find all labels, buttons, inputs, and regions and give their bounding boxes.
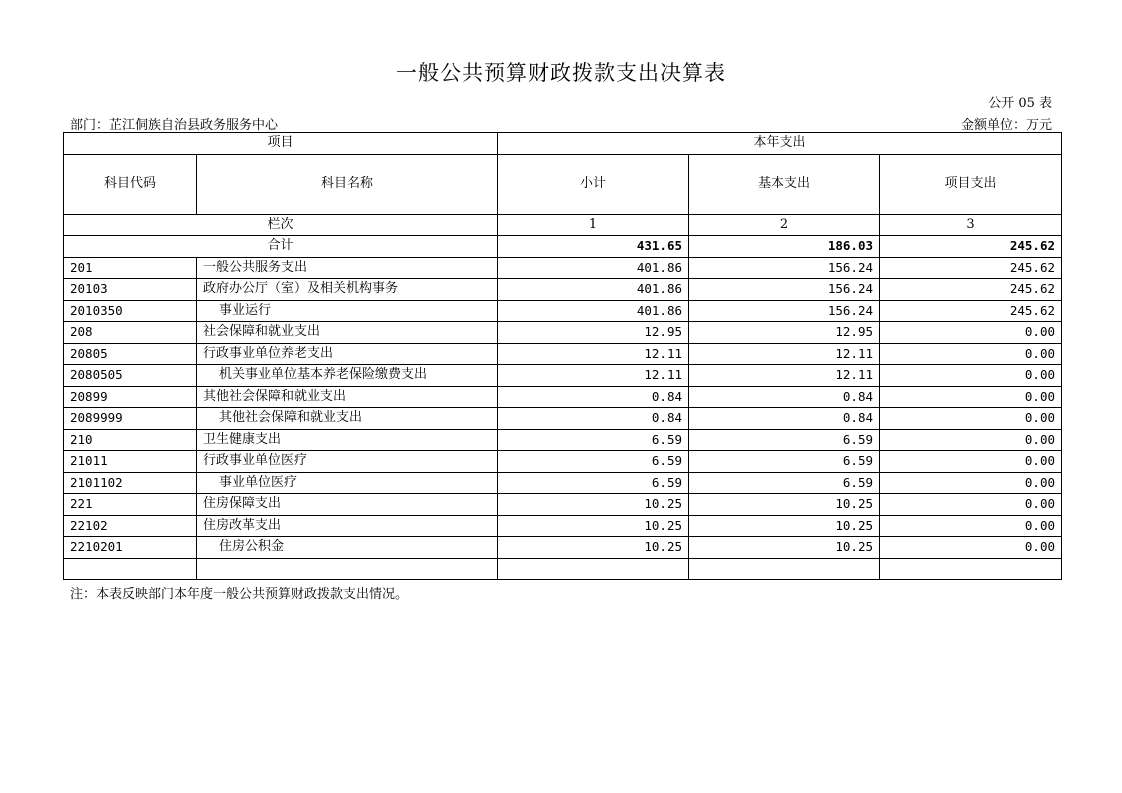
- column-index-1: 1: [498, 214, 689, 236]
- table-row: [64, 494, 1062, 516]
- row-project: 0.00: [880, 494, 1062, 516]
- row-subtotal: 12.11: [498, 365, 689, 387]
- row-subtotal: 6.59: [498, 429, 689, 451]
- row-project: 245.62: [880, 279, 1062, 301]
- header-subject-code: 科目代码: [64, 154, 197, 214]
- row-code: 221: [64, 494, 197, 516]
- page-title: 一般公共预算财政拨款支出决算表: [396, 61, 726, 85]
- table-row: [64, 386, 1062, 408]
- expenditure-table: [63, 132, 1062, 580]
- table-row: [64, 451, 1062, 473]
- row-subtotal: 10.25: [498, 515, 689, 537]
- row-subtotal: 12.95: [498, 322, 689, 344]
- row-name: 行政事业单位养老支出: [197, 343, 498, 365]
- header-project-expenditure: 项目支出: [880, 154, 1062, 214]
- row-basic: 0.84: [689, 408, 880, 430]
- header-current-year: 本年支出: [498, 133, 1062, 155]
- row-name: 一般公共服务支出: [197, 257, 498, 279]
- table-row: [64, 472, 1062, 494]
- row-basic: 156.24: [689, 257, 880, 279]
- row-project: 0.00: [880, 451, 1062, 473]
- total-label: 合计: [64, 236, 498, 258]
- row-subtotal: 6.59: [498, 451, 689, 473]
- row-project: 0.00: [880, 537, 1062, 559]
- row-basic: 6.59: [689, 451, 880, 473]
- table-row: [64, 408, 1062, 430]
- total-row: [64, 236, 1062, 258]
- row-subtotal: 0.84: [498, 386, 689, 408]
- column-index-3: 3: [880, 214, 1062, 236]
- row-code: 2010350: [64, 300, 197, 322]
- row-basic: 12.95: [689, 322, 880, 344]
- table-row: [64, 279, 1062, 301]
- row-name: 行政事业单位医疗: [197, 451, 498, 473]
- row-basic: 12.11: [689, 365, 880, 387]
- table-row: [64, 300, 1062, 322]
- table-row: [64, 322, 1062, 344]
- header-subject-name: 科目名称: [197, 154, 498, 214]
- row-name: 卫生健康支出: [197, 429, 498, 451]
- empty-cell: [498, 558, 689, 580]
- row-project: 0.00: [880, 472, 1062, 494]
- row-basic: 10.25: [689, 515, 880, 537]
- row-name: 事业单位医疗: [197, 472, 498, 494]
- row-basic: 6.59: [689, 472, 880, 494]
- empty-cell: [64, 558, 197, 580]
- row-name: 社会保障和就业支出: [197, 322, 498, 344]
- row-project: 0.00: [880, 429, 1062, 451]
- row-subtotal: 12.11: [498, 343, 689, 365]
- row-project: 245.62: [880, 300, 1062, 322]
- row-project: 0.00: [880, 343, 1062, 365]
- row-project: 0.00: [880, 322, 1062, 344]
- empty-row: [64, 558, 1062, 580]
- row-code: 2080505: [64, 365, 197, 387]
- row-subtotal: 0.84: [498, 408, 689, 430]
- row-basic: 156.24: [689, 279, 880, 301]
- row-project: 245.62: [880, 257, 1062, 279]
- department-label: 部门：芷江侗族自治县政务服务中心: [70, 118, 279, 133]
- row-basic: 10.25: [689, 537, 880, 559]
- row-subtotal: 401.86: [498, 300, 689, 322]
- footnote: 注：本表反映部门本年度一般公共预算财政拨款支出情况。: [70, 587, 409, 602]
- row-name: 住房保障支出: [197, 494, 498, 516]
- row-code: 20805: [64, 343, 197, 365]
- row-project: 0.00: [880, 515, 1062, 537]
- row-name: 住房公积金: [197, 537, 498, 559]
- unit-label: 金额单位：万元: [960, 118, 1052, 133]
- column-index-2: 2: [689, 214, 880, 236]
- header-project: 项目: [64, 133, 498, 155]
- row-basic: 0.84: [689, 386, 880, 408]
- table-row: [64, 343, 1062, 365]
- row-name: 其他社会保障和就业支出: [197, 408, 498, 430]
- row-name: 住房改革支出: [197, 515, 498, 537]
- row-project: 0.00: [880, 365, 1062, 387]
- total-project: 245.62: [880, 236, 1062, 258]
- table-row: [64, 515, 1062, 537]
- row-name: 政府办公厅（室）及相关机构事务: [197, 279, 498, 301]
- row-project: 0.00: [880, 408, 1062, 430]
- table-row: [64, 537, 1062, 559]
- row-name: 事业运行: [197, 300, 498, 322]
- header-subtotal: 小计: [498, 154, 689, 214]
- form-code: 公开 05 表: [988, 96, 1052, 111]
- row-code: 20103: [64, 279, 197, 301]
- row-basic: 156.24: [689, 300, 880, 322]
- total-subtotal: 431.65: [498, 236, 689, 258]
- empty-cell: [689, 558, 880, 580]
- header-column-index: 栏次: [64, 214, 498, 236]
- row-basic: 10.25: [689, 494, 880, 516]
- row-code: 2089999: [64, 408, 197, 430]
- row-basic: 12.11: [689, 343, 880, 365]
- row-code: 21011: [64, 451, 197, 473]
- row-name: 机关事业单位基本养老保险缴费支出: [197, 365, 498, 387]
- row-subtotal: 401.86: [498, 279, 689, 301]
- row-name: 其他社会保障和就业支出: [197, 386, 498, 408]
- row-basic: 6.59: [689, 429, 880, 451]
- table-row: [64, 257, 1062, 279]
- total-basic: 186.03: [689, 236, 880, 258]
- row-code: 2101102: [64, 472, 197, 494]
- row-code: 20899: [64, 386, 197, 408]
- row-code: 201: [64, 257, 197, 279]
- row-subtotal: 10.25: [498, 494, 689, 516]
- table-row: [64, 429, 1062, 451]
- header-basic: 基本支出: [689, 154, 880, 214]
- row-subtotal: 10.25: [498, 537, 689, 559]
- empty-cell: [880, 558, 1062, 580]
- row-project: 0.00: [880, 386, 1062, 408]
- row-code: 2210201: [64, 537, 197, 559]
- row-subtotal: 6.59: [498, 472, 689, 494]
- row-code: 22102: [64, 515, 197, 537]
- empty-cell: [197, 558, 498, 580]
- row-subtotal: 401.86: [498, 257, 689, 279]
- row-code: 208: [64, 322, 197, 344]
- table-row: [64, 365, 1062, 387]
- row-code: 210: [64, 429, 197, 451]
